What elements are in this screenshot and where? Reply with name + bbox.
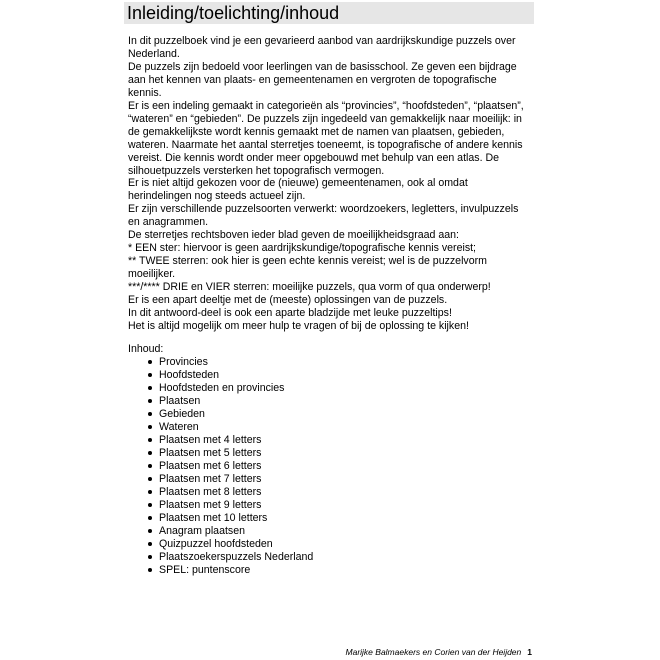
toc-item [128,408,313,421]
toc-item-label: Plaatszoekerspuzzels Nederland [159,551,314,563]
intro-line: Er is een indeling gemaakt in categorieën als “provincies”, “hoofdsteden”, “plaatsen”, [128,99,524,112]
intro-line: vereist. Die kennis wordt onder meer opgebouwd met behulp van een atlas. De [128,151,499,164]
toc-item-label: Plaatsen met 9 letters [159,499,262,511]
intro-line: moeilijker. [128,268,176,281]
toc-item [128,395,313,408]
bullet-icon [148,516,152,520]
intro-line: Nederland. [128,47,180,60]
intro-line: de gemakkelijkste wordt kennis gemaakt met de namen van plaatsen, gebieden, [128,125,505,138]
intro-line: ** TWEE sterren: ook hier is geen echte kennis vereist; wel is de puzzelvorm [128,255,487,268]
bullet-icon [148,555,152,559]
toc-item [128,356,313,369]
toc-item [128,460,313,473]
toc-item-label: Anagram plaatsen [159,525,245,537]
bullet-icon [148,373,152,377]
intro-line: silhouetpuzzels versterken het topografisch vermogen. [128,164,385,177]
toc-item [128,499,313,512]
bullet-icon [148,399,152,403]
intro-line: “wateren” en “gebieden”. De puzzels zijn ingedeeld van gemakkelijk naar moeilijk: in [128,112,522,125]
toc-item-label: Plaatsen met 10 letters [159,512,268,524]
intro-line: Het is altijd mogelijk om meer hulp te vragen of bij de oplossing te kijken! [128,319,469,332]
toc-item [128,538,313,551]
toc-item [128,512,313,525]
intro-line: herindelingen nog steeds actueel zijn. [128,190,306,203]
toc-item-label: Plaatsen [159,395,201,407]
toc-item-label: Provincies [159,356,208,368]
bullet-icon [148,490,152,494]
toc-item [128,486,313,499]
toc-item [128,447,313,460]
bullet-icon [148,438,152,442]
toc-item-label: Quizpuzzel hoofdsteden [159,538,273,550]
bullet-icon [148,386,152,390]
toc-item-label: Hoofdsteden en provincies [159,382,285,394]
bullet-icon [148,464,152,468]
toc-item-label: Plaatsen met 6 letters [159,460,262,472]
page-footer [346,647,532,657]
toc-item-label: Plaatsen met 8 letters [159,486,262,498]
page-title: Inleiding/toelichting/inhoud [127,3,340,23]
toc-item [128,564,313,577]
footer-author: Marijke Balmaekers en Corien van der Heijden [345,647,522,657]
toc-heading: Inhoud: [128,343,164,355]
intro-line: * EEN ster: hiervoor is geen aardrijkskundige/topografische kennis vereist; [128,242,477,255]
toc-item [128,473,313,486]
bullet-icon [148,360,152,364]
toc-list [128,356,313,577]
toc-item [128,382,313,395]
toc-item-label: Wateren [159,421,199,433]
toc-item-label: Plaatsen met 5 letters [159,447,262,459]
toc-item-label: Plaatsen met 7 letters [159,473,262,485]
toc-item [128,369,313,382]
bullet-icon [148,451,152,455]
intro-line: De puzzels zijn bedoeld voor leerlingen van de basisschool. Ze geven een bijdrage [128,60,517,73]
intro-line: aan het kennen van plaats- en gemeentenamen en vergroten de topografische [128,73,497,86]
intro-line: In dit puzzelboek vind je een gevarieerd aanbod van aardrijkskundige puzzels over [128,35,516,47]
toc-item [128,525,313,538]
intro-text [128,35,538,333]
intro-line: wateren. Naarmate het aantal sterretjes toeneemt, is topografische of andere kennis [128,138,523,151]
intro-line: en anagrammen. [128,216,209,229]
toc-item [128,434,313,447]
bullet-icon [148,412,152,416]
bullet-icon [148,529,152,533]
intro-line: kennis. [128,86,162,99]
bullet-icon [148,425,152,429]
toc-item [128,421,313,434]
intro-line: De sterretjes rechtsboven ieder blad geven de moeilijkheidsgraad aan: [128,229,459,242]
intro-line: Er zijn verschillende puzzelsoorten verwerkt: woordzoekers, legletters, invulpuzzels [128,203,519,216]
title-bar [124,2,534,24]
toc-item-label: Hoofdsteden [159,369,220,381]
bullet-icon [148,477,152,481]
bullet-icon [148,568,152,572]
page-number: 1 [527,647,532,657]
intro-line: Er is niet altijd gekozen voor de (nieuwe) gemeentenamen, ook al omdat [128,177,468,190]
intro-line: ***/**** DRIE en VIER sterren: moeilijke puzzels, qua vorm of qua onderwerp! [128,281,491,294]
toc-item-label: Gebieden [159,408,205,420]
toc-item-label: SPEL: puntenscore [159,564,251,576]
intro-line: Er is een apart deeltje met de (meeste) oplossingen van de puzzels. [128,294,448,307]
bullet-icon [148,503,152,507]
toc-item [128,551,313,564]
toc-item-label: Plaatsen met 4 letters [159,434,262,446]
bullet-icon [148,542,152,546]
intro-line: In dit antwoord-deel is ook een aparte bladzijde met leuke puzzeltips! [128,307,452,320]
